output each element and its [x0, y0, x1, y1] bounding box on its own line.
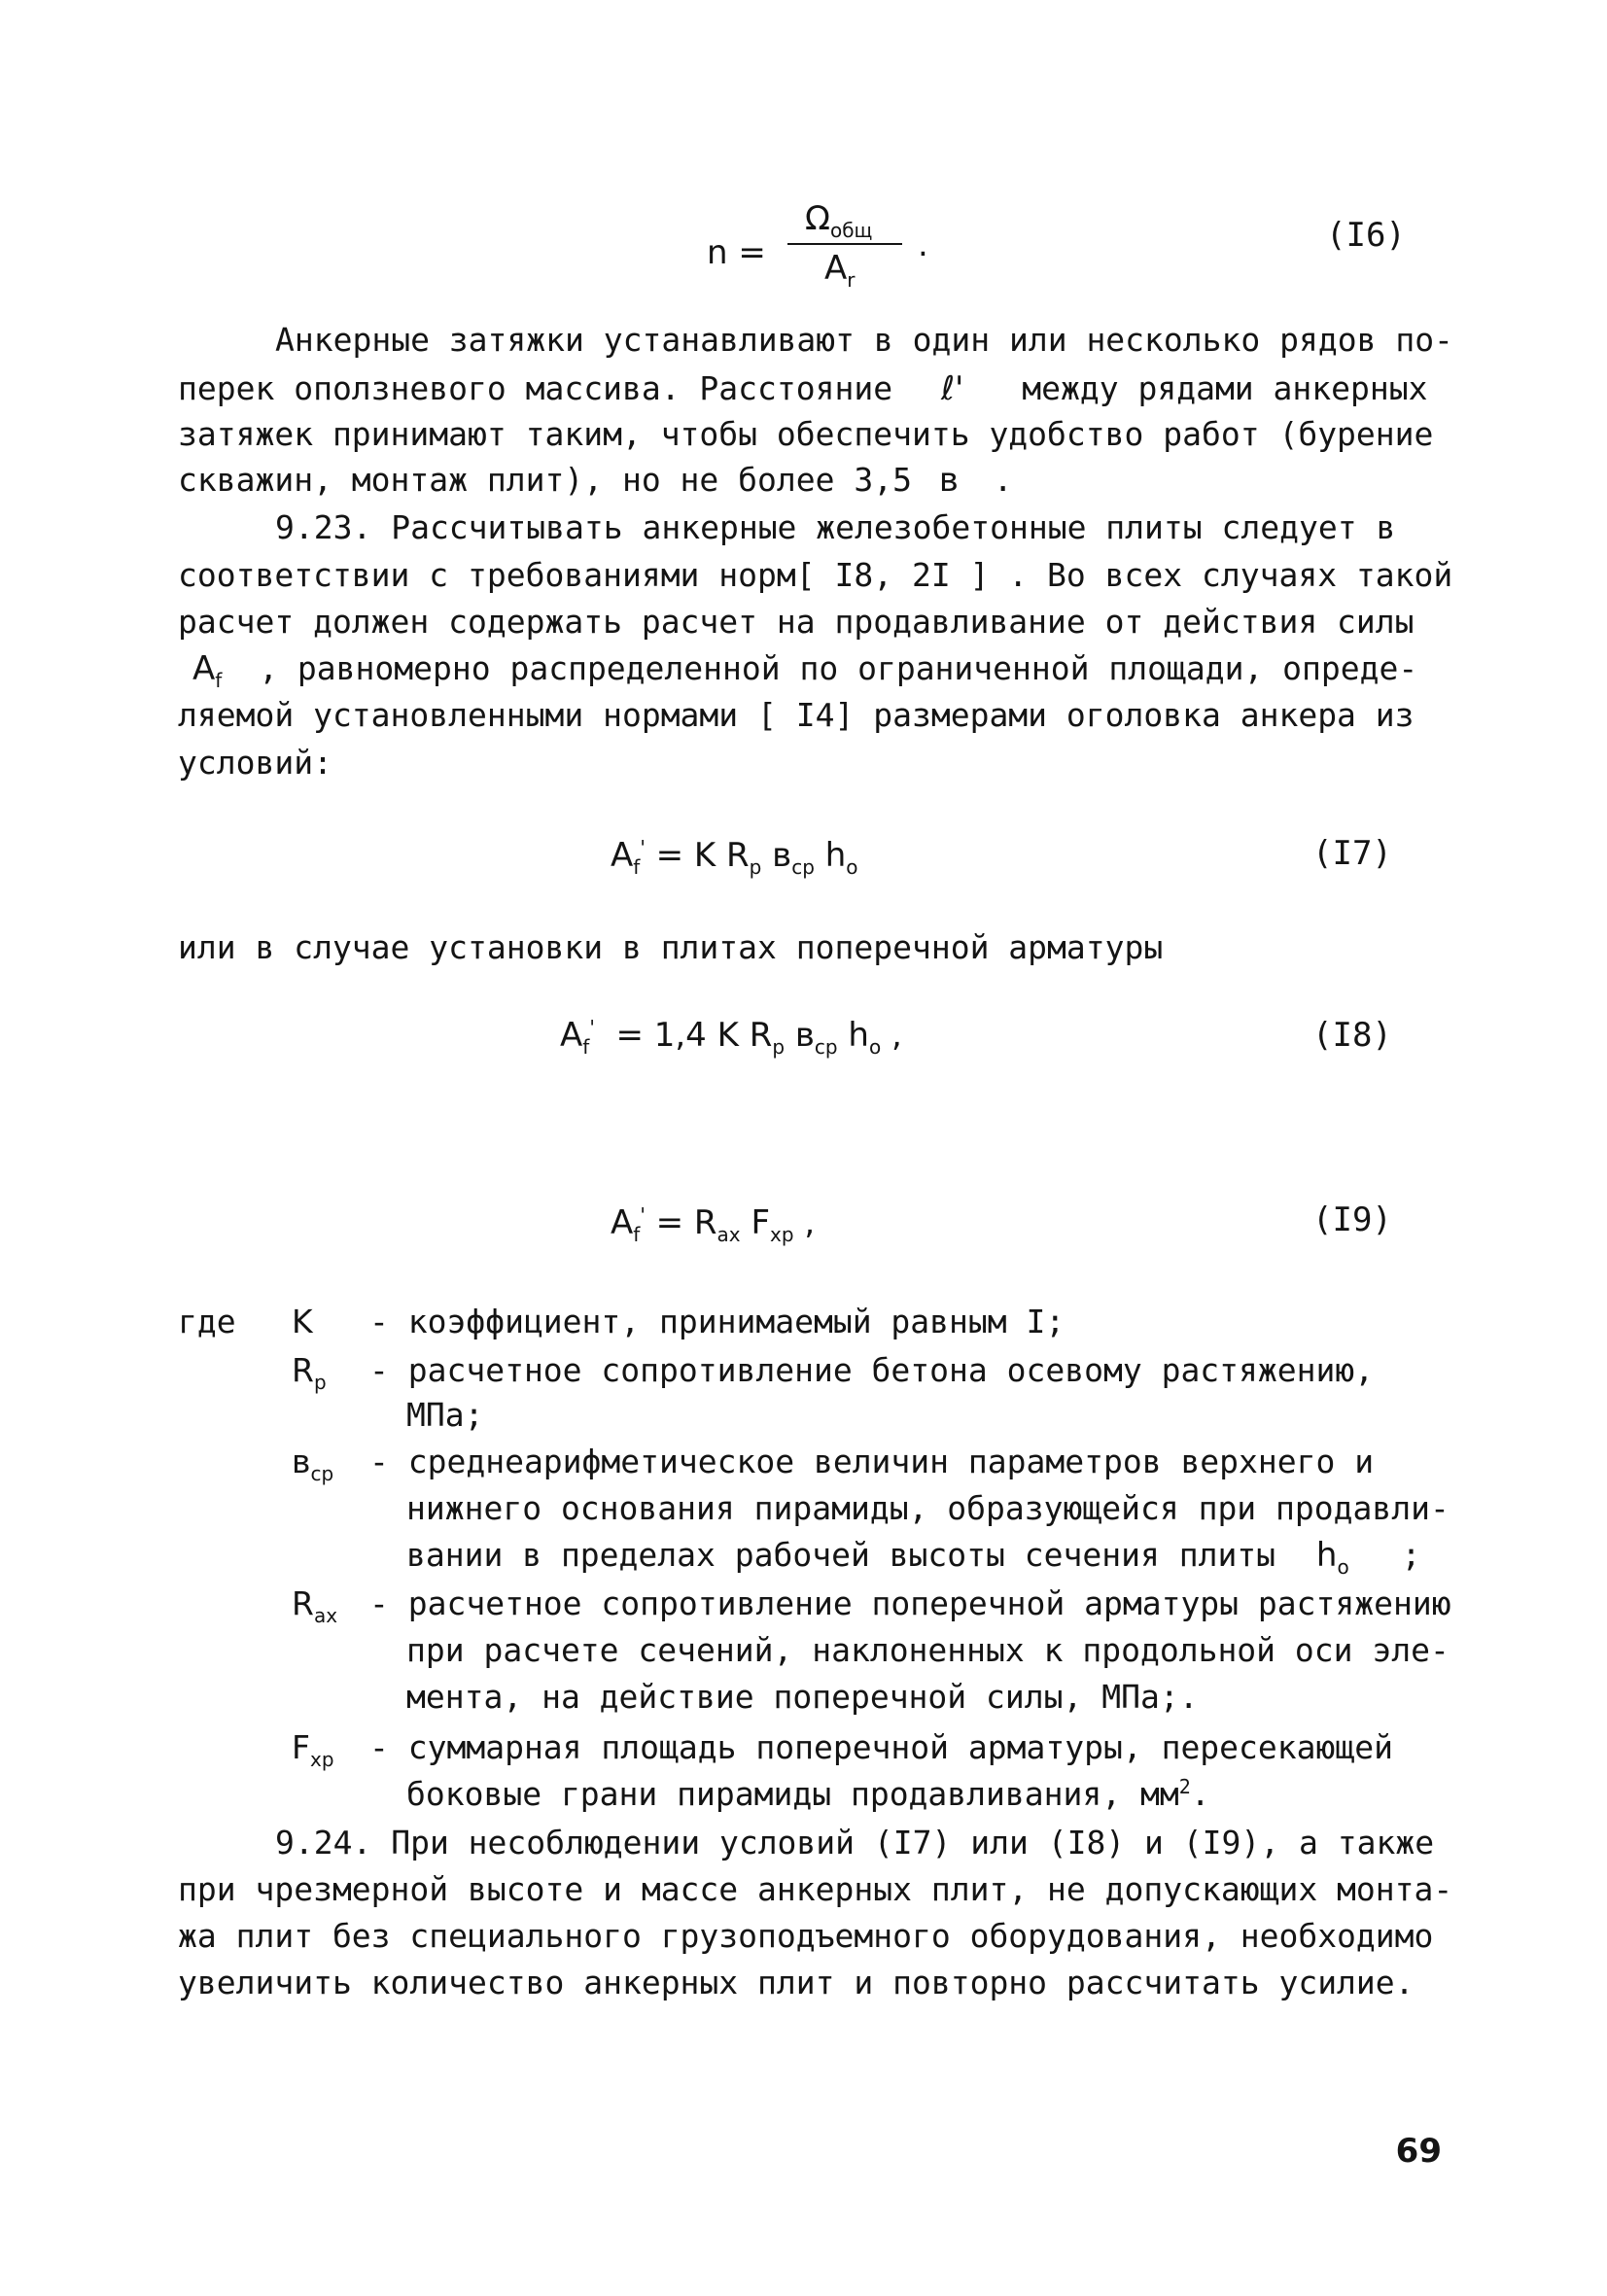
def-symbol-k: K	[292, 1303, 313, 1340]
para3-line: жа плит без специального грузоподъемного оборудования, необходимо	[178, 1917, 1434, 1955]
def-text: вании в пределах рабочей высоты сечения плиты $h_o$ ;	[406, 1536, 1421, 1579]
def-text: - расчетное сопротивление поперечной арматуры растяжению	[369, 1584, 1451, 1622]
para2-line: ляемой установленными нормами [ I4] размерами оголовка анкера из	[178, 696, 1415, 734]
eq16-dot: .	[918, 226, 928, 264]
para1-symbol-l: ℓ'	[940, 369, 964, 408]
para2-line: соответствии с требованиями норм[ I8, 2I ] . Во всех случаях такой	[178, 556, 1453, 594]
eq18-body: $A_f' = 1,4$ K $R_p$ $в_{cp}$ $h_o$ ,	[560, 1016, 902, 1059]
para2-line: $A_f$ , равномерно распределенной по ограниченной площади, опреде-	[192, 649, 1418, 692]
para1-line: Анкерные затяжки устанавливают в один или несколько рядов по-	[275, 321, 1453, 359]
def-text: - среднеарифметическое величин параметров верхнего и	[369, 1443, 1375, 1480]
between-text: или в случае установки в плитах поперечной арматуры	[178, 928, 1164, 966]
eq16-denominator: $A_r$	[824, 249, 856, 292]
def-text: - суммарная площадь поперечной арматуры, пересекающей	[369, 1728, 1393, 1766]
eq18-number: (I8)	[1312, 1016, 1392, 1055]
def-text: боковые грани пирамиды продавливания, $мм^2$.	[406, 1775, 1210, 1813]
def-symbol-bcp: $в_{cp}$	[292, 1443, 334, 1485]
para1-line: затяжек принимают таким, чтобы обеспечить удобство работ (бурение	[178, 415, 1434, 453]
para1-line: перек оползневого массива. Расстояние ℓ' между рядами анкерных	[178, 369, 1428, 408]
def-text: нижнего основания пирамиды, образующейся при продавли-	[406, 1489, 1450, 1527]
para1-symbol-b: в	[938, 461, 959, 500]
def-symbol-rax: $R_{ax}$	[292, 1584, 338, 1627]
para1-line: скважин, монтаж плит), но не более 3,5 в .	[178, 461, 1013, 500]
eq16-lhs: n =	[707, 233, 766, 272]
def-symbol-fxp: $F_{xp}$	[292, 1728, 334, 1771]
where-label: где	[178, 1303, 236, 1340]
para2-line: условий:	[178, 744, 332, 782]
para2-line: расчет должен содержать расчет на продавливание от действия силы	[178, 603, 1415, 641]
para3-line: 9.24. При несоблюдении условий (I7) или (I8) и (I9), а также	[275, 1824, 1435, 1861]
eq17-number: (I7)	[1312, 834, 1392, 873]
eq16-numerator: $\Omega_{общ}$	[805, 199, 873, 242]
para3-line: при чрезмерной высоте и массе анкерных плит, не допускающих монта-	[178, 1870, 1453, 1908]
para2-line: 9.23. Рассчитывать анкерные железобетонные плиты следует в	[275, 508, 1396, 546]
page-number: 69	[1395, 2132, 1442, 2171]
def-text: - расчетное сопротивление бетона осевому растяжению,	[369, 1351, 1375, 1389]
def-text: - коэффициент, принимаемый равным I;	[369, 1303, 1066, 1340]
def-text: мента, на действие поперечной силы, МПа;.	[406, 1678, 1199, 1716]
para3-line: увеличить количество анкерных плит и повторно рассчитать усилие.	[178, 1964, 1415, 2001]
fraction-bar	[787, 243, 902, 245]
def-symbol-rp: $R_p$	[292, 1351, 327, 1394]
eq19-body: $A_f' = R_{ax}$ $F_{xp}$ ,	[611, 1203, 816, 1246]
eq19-number: (I9)	[1312, 1200, 1392, 1239]
eq17-body: $A_f' = K$ $R_p$ $в_{cp}$ $h_o$	[611, 836, 858, 879]
para2-symbol: $A_f$	[192, 649, 223, 692]
def-text: МПа;	[406, 1396, 484, 1434]
eq16-number: (I6)	[1326, 216, 1406, 255]
def-text: при расчете сечений, наклоненных к продольной оси эле-	[406, 1631, 1450, 1669]
def3-tail-h: $h_o$	[1315, 1536, 1349, 1579]
